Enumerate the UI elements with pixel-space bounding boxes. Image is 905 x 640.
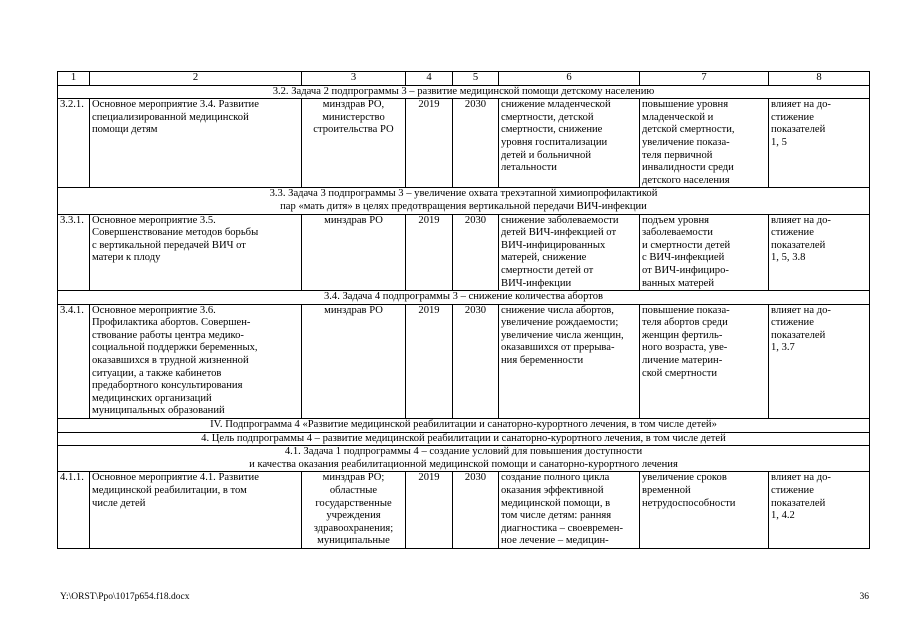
table-row	[58, 99, 870, 188]
row-number: 3.2.1.	[58, 99, 90, 188]
expected-result: снижение младенческой смертности, детской смертности, снижение уровня госпитализации детей и больничной летальности	[499, 99, 640, 188]
section-row	[58, 419, 870, 433]
column-number: 5	[453, 72, 499, 86]
activity-name: Основное мероприятие 3.4. Развитие специализированной медицинской помощи детям	[90, 99, 302, 188]
start-year: 2019	[406, 214, 453, 291]
activity-name: Основное мероприятие 3.6. Профилактика абортов. Совершен- ствование работы центра медико- социальной поддержки беременных, оказавшихся в трудной жизненной ситуации, а также кабинетов предабортного консультирования медицинских организаций муниципальных образований	[90, 304, 302, 418]
footer-file-path: Y:\ORST\Ppo\1017p654.f18.docx	[60, 592, 190, 602]
expected-result: снижение заболеваемости детей ВИЧ-инфекцией от ВИЧ-инфицированных матерей, снижение смертности детей от ВИЧ-инфекции	[499, 214, 640, 291]
section-row	[58, 291, 870, 305]
section-heading: 3.3. Задача 3 подпрограммы 3 – увеличение охвата трехэтапной химиопрофилактикой пар «мать дитя» в целях предотвращения вертикальной передачи ВИЧ-инфекции	[58, 188, 870, 214]
executor: минздрав РО	[302, 304, 406, 418]
executor: минздрав РО; областные государственные учреждения здравоохранения; муниципальные	[302, 472, 406, 549]
table-row	[58, 304, 870, 418]
column-number: 2	[90, 72, 302, 86]
section-heading: 3.4. Задача 4 подпрограммы 3 – снижение количества абортов	[58, 291, 870, 305]
indicators: влияет на до- стижение показателей 1, 3.7	[769, 304, 870, 418]
end-year: 2030	[453, 472, 499, 549]
indicators: влияет на до- стижение показателей 1, 5	[769, 99, 870, 188]
activity-name: Основное мероприятие 3.5. Совершенствование методов борьбы с вертикальной передачей ВИЧ от матери к плоду	[90, 214, 302, 291]
column-number: 3	[302, 72, 406, 86]
end-year: 2030	[453, 304, 499, 418]
table-row	[58, 472, 870, 549]
column-number-row	[58, 72, 870, 86]
table-row	[58, 214, 870, 291]
indicators: влияет на до- стижение показателей 1, 4.2	[769, 472, 870, 549]
column-number: 1	[58, 72, 90, 86]
column-number: 7	[640, 72, 769, 86]
consequences: повышение уровня младенческой и детской смертности, увеличение показа- теля первичной инвалидности среди детского населения	[640, 99, 769, 188]
expected-result: создание полного цикла оказания эффективной медицинской помощи, в том числе детям: ранняя диагностика – своевремен- ное лечение – медицин-	[499, 472, 640, 549]
section-row	[58, 432, 870, 446]
column-number: 8	[769, 72, 870, 86]
expected-result: снижение числа абортов, увеличение рождаемости; увеличение числа женщин, оказавшихся от прерыва- ния беременности	[499, 304, 640, 418]
start-year: 2019	[406, 472, 453, 549]
column-number: 6	[499, 72, 640, 86]
executor: минздрав РО, министерство строительства РО	[302, 99, 406, 188]
row-number: 3.4.1.	[58, 304, 90, 418]
row-number: 3.3.1.	[58, 214, 90, 291]
consequences: повышение показа- теля абортов среди женщин фертиль- ного возраста, уве- личение материн- ской смертности	[640, 304, 769, 418]
consequences: увеличение сроков временной нетрудоспособности	[640, 472, 769, 549]
consequences: подъем уровня заболеваемости и смертности детей с ВИЧ-инфекцией от ВИЧ-инфициро- ванных матерей	[640, 214, 769, 291]
indicators: влияет на до- стижение показателей 1, 5, 3.8	[769, 214, 870, 291]
page-number: 36	[859, 592, 869, 602]
goal-heading: 4. Цель подпрограммы 4 – развитие медицинской реабилитации и санаторно-курортного лечения, в том числе детей	[58, 432, 870, 446]
executor: минздрав РО	[302, 214, 406, 291]
row-number: 4.1.1.	[58, 472, 90, 549]
start-year: 2019	[406, 99, 453, 188]
end-year: 2030	[453, 214, 499, 291]
start-year: 2019	[406, 304, 453, 418]
subprogram-heading: IV. Подпрограмма 4 «Развитие медицинской реабилитации и санаторно-курортного лечения, в том числе детей»	[58, 419, 870, 433]
section-heading: 3.2. Задача 2 подпрограммы 3 – развитие медицинской помощи детскому населению	[58, 85, 870, 99]
section-row	[58, 446, 870, 472]
program-activities-table	[57, 71, 870, 549]
activity-name: Основное мероприятие 4.1. Развитие медицинской реабилитации, в том числе детей	[90, 472, 302, 549]
section-row	[58, 85, 870, 99]
end-year: 2030	[453, 99, 499, 188]
section-heading: 4.1. Задача 1 подпрограммы 4 – создание условий для повышения доступности и качества оказания реабилитационной медицинской помощи и санаторно-курортного лечения	[58, 446, 870, 472]
column-number: 4	[406, 72, 453, 86]
section-row	[58, 188, 870, 214]
